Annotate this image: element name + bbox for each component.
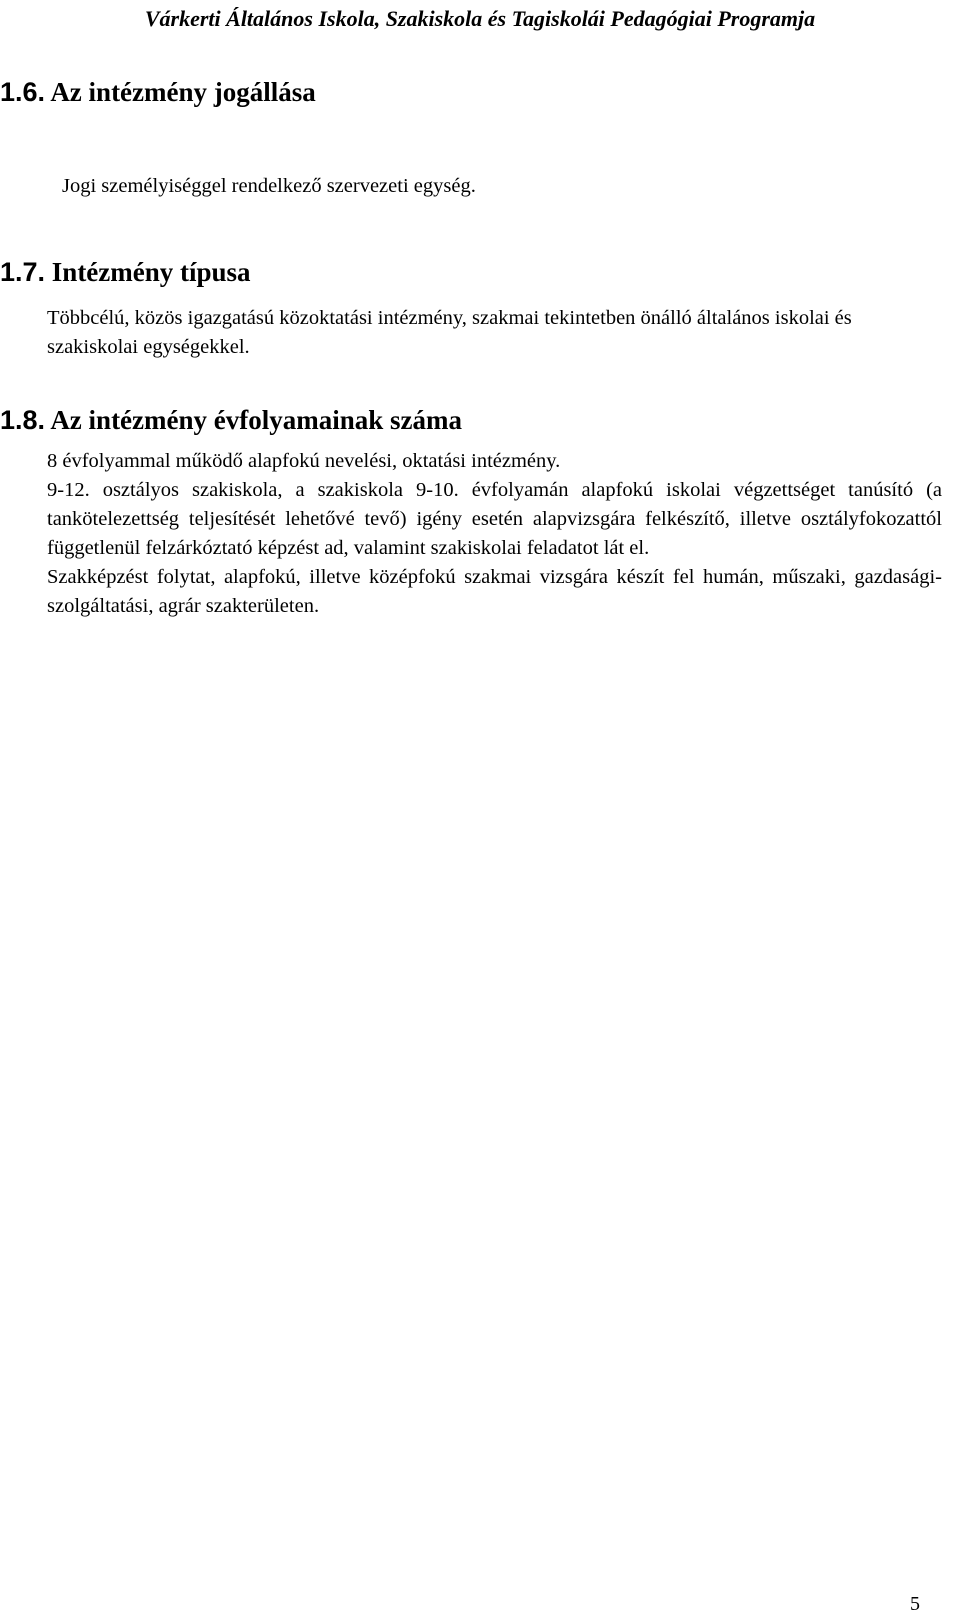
section-heading-1-7 [0,255,251,289]
section-title: Az intézmény jogállása [50,77,316,107]
page-number: 5 [910,1593,920,1615]
section-heading-1-6 [0,75,316,109]
section-title: Intézmény típusa [51,257,251,287]
section-1-6-text: Jogi személyiséggel rendelkező szervezeti egység. [62,175,476,197]
paragraph-primary-grades: 8 évfolyammal működő alapfokú nevelési, oktatási intézmény. [47,450,561,472]
section-title: Az intézmény évfolyamainak száma [50,405,462,435]
section-1-8-text [47,447,942,621]
section-heading-1-8 [0,403,462,437]
running-header: Várkerti Általános Iskola, Szakiskola és Tagiskolái Pedagógiai Programja [144,6,816,31]
section-number: 1.6. [0,77,46,107]
section-number: 1.8. [0,405,46,435]
paragraph-vocational-school: 9-12. osztályos szakiskola, a szakiskola 9-10. évfolyamán alapfokú iskolai végzettséget tanúsító (a tankötelezettség teljesítését lehetővé tevő) igény esetén alapvizsgára felkészítő, illetve osztályfokozattól függetlenül felzárkóztató képzést ad, valamint szakiskolai feladatot lát el. [47,479,942,559]
section-number: 1.7. [0,257,46,287]
paragraph-vocational-training: Szakképzést folytat, alapfokú, illetve középfokú szakmai vizsgára készít fel humán, műszaki, gazdasági-szolgáltatási, agrár szakterületen. [47,566,942,617]
section-1-7-text: Többcélú, közös igazgatású közoktatási intézmény, szakmai tekintetben önálló általános iskolai és szakiskolai egységekkel. [47,307,852,358]
